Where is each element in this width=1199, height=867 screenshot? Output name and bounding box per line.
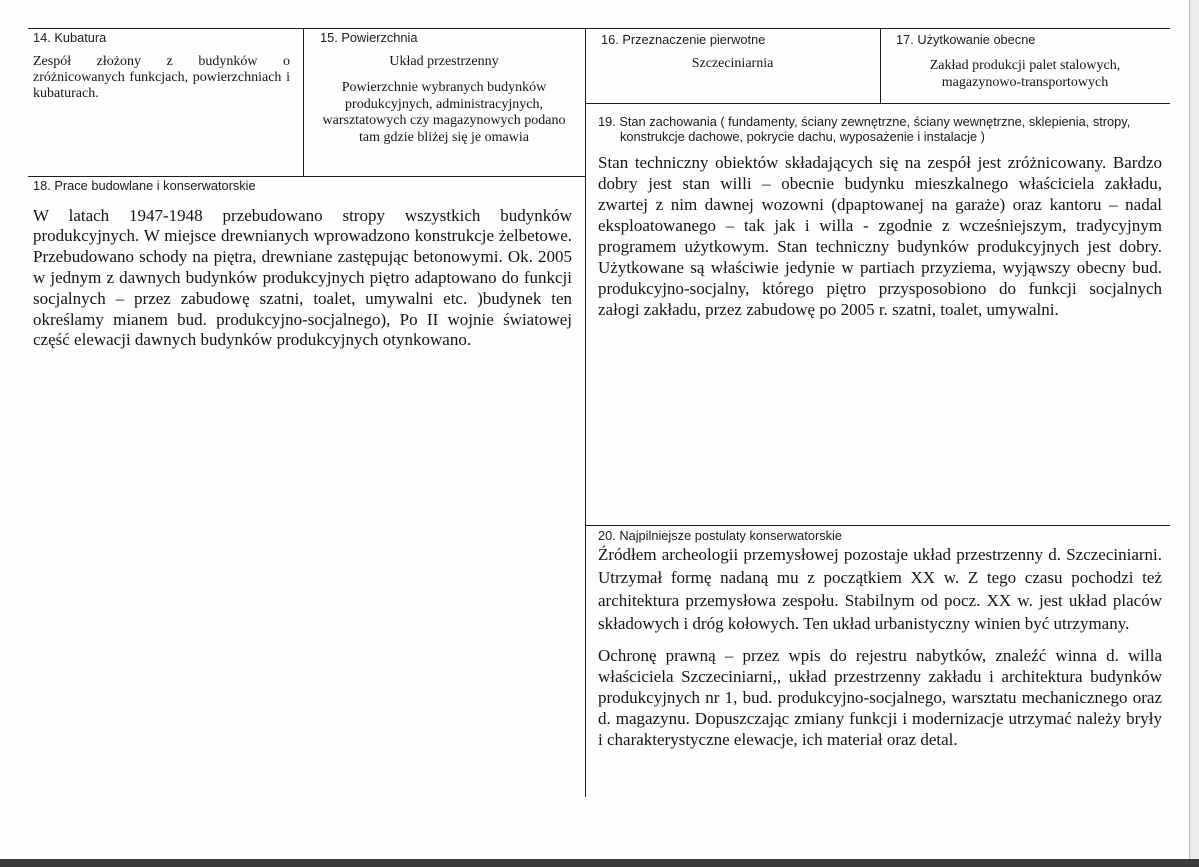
field-20-label: 20. Najpilniejsze postulaty konserwatorskie: [598, 528, 842, 543]
field-17-label: 17. Użytkowanie obecne: [896, 32, 1036, 47]
text-line: Zespół złożony z budynków o: [33, 54, 290, 69]
text-line: socjalnych – przez zabudowę szatni, toalet, umywalni etc. )budynek ten: [33, 288, 572, 308]
field-16-text: [590, 56, 875, 72]
text-line: Ochronę prawną – przez wpis do rejestru nabytków, znaleźć winna d. willa: [598, 645, 1162, 665]
scan-edge-right: [1189, 0, 1199, 867]
divider-16-17: [880, 28, 882, 104]
text-line: magazynowo-transportowych: [941, 74, 1109, 90]
field-14-text: [33, 54, 290, 102]
text-line: eksploatowanego – tak jak i willa - zgodnie z wcześniejszym, tradycyjnym: [598, 215, 1162, 235]
text-line: produkcyjnych nr 1, bud. produkcyjno-socjalnego, warsztatu mechanicznego oraz: [598, 687, 1162, 707]
text-line: produkcyjnych, administracyjnych,: [345, 96, 543, 112]
text-line: produkcyjno-socjalny, którego piętro przysposobiono do funkcji socjalnych: [598, 279, 1162, 299]
divider-19-20: [585, 525, 1170, 527]
text-line: załogi zakładu, przez zabudowę po 2005 r. szatni, toalet, umywalni.: [598, 300, 1059, 320]
text-line: określamy mianem bud. produkcyjno-socjalnego), Po II wojnie światowej: [33, 309, 572, 329]
field-16-label: 16. Przeznaczenie pierwotne: [601, 32, 766, 47]
text-line: część elewacji dawnych budynków produkcyjnych otynkowano.: [33, 330, 472, 350]
text-line: zwartej z nim dawnej wozowni (dpaptowanej na garaże) oraz kantoru – nadal: [598, 194, 1162, 214]
text-line: warsztatowych czy magazynowych podano: [322, 113, 566, 129]
text-line: właściciela Szczeciniarni,, układ przestrzenny zakładu i architektura budynków: [598, 666, 1162, 686]
field-15-heading: [310, 54, 578, 71]
divider-center-column: [585, 28, 587, 797]
text-line: zróżnicowanych funkcjach, powierzchniach i: [33, 70, 290, 85]
divider-14-15: [303, 28, 305, 177]
text-line: kubaturach.: [33, 86, 99, 101]
border-line-top: [28, 28, 1170, 30]
field-15-label: 15. Powierzchnia: [320, 30, 418, 45]
text-line: architektura przemysłowa zespołu. Stabilnym od pocz. XX w. jest układ placów: [598, 590, 1162, 610]
text-line: Powierzchnie wybranych budynków: [341, 80, 547, 95]
text-line: Utrzymał formę nadaną mu z początkiem XX w. Z tego czasu pochodzi też: [598, 567, 1162, 587]
text-line: d. magazynu. Dopuszczając zmiany funkcji i modernizacje utrzymać należy bryły: [598, 708, 1162, 728]
divider-17-19: [585, 103, 1170, 105]
text-line: Użytkowane są właściwie jedynie w partiach przyziema, wyjąwszy obecny bud.: [598, 257, 1162, 277]
text-line: Układ przestrzenny: [389, 54, 499, 69]
text-line: dobry jest stan willi – obecnie budynku mieszkalnego właściciela zakładu,: [598, 173, 1162, 193]
field-18-label: 18. Prace budowlane i konserwatorskie: [33, 178, 256, 193]
text-line: składowych i dróg kołowych. Ten układ urbanistyczny winien być utrzymany.: [598, 613, 1130, 633]
field-14-label: 14. Kubatura: [33, 30, 107, 45]
field-20-paragraph-2: [598, 645, 1162, 750]
text-line: i charakterystyczne elewacje, ich materiał oraz detal.: [598, 729, 958, 749]
text-line: Zakład produkcji palet stalowych,: [929, 57, 1121, 73]
text-line: Szczeciniarnia: [691, 56, 774, 71]
label-line: konstrukcje dachowe, pokrycie dachu, wyposażenie i instalacje ): [620, 128, 985, 144]
field-18-text: [33, 206, 572, 352]
divider-14-18: [28, 176, 586, 178]
scan-edge-bottom: [0, 859, 1199, 867]
field-19-text: [598, 152, 1162, 321]
text-line: produkcyjnych. W miejsce drewnianych wprowadzono konstrukcje żelbetowe.: [33, 226, 572, 246]
text-line: tam gdzie bliżej się je omawia: [359, 129, 529, 145]
text-line: Źródłem archeologii przemysłowej pozostaje układ przestrzenny d. Szczeciniarni.: [598, 544, 1162, 564]
text-line: Przebudowano schody na piętra, drewniane zastępując betonowymi. Ok. 2005: [33, 247, 572, 267]
text-line: w jednym z dawnych budynków produkcyjnych piętro adaptowano do funkcji: [33, 267, 572, 287]
text-line: programem użytkowym. Stan techniczny budynków produkcyjnych jest dobry.: [598, 236, 1162, 256]
field-17-text: [885, 57, 1165, 91]
field-20-paragraph-1: [598, 543, 1162, 635]
field-15-text: [310, 80, 578, 146]
text-line: Stan techniczny obiektów składających się na zespół jest zróżnicowany. Bardzo: [598, 152, 1162, 172]
label-line: 19. Stan zachowania ( fundamenty, ściany zewnętrzne, ściany wewnętrzne, sklepienia, stropy,: [598, 114, 1131, 129]
field-19-label: [598, 115, 1130, 144]
text-line: W latach 1947-1948 przebudowano stropy wszystkich budynków: [33, 205, 572, 225]
